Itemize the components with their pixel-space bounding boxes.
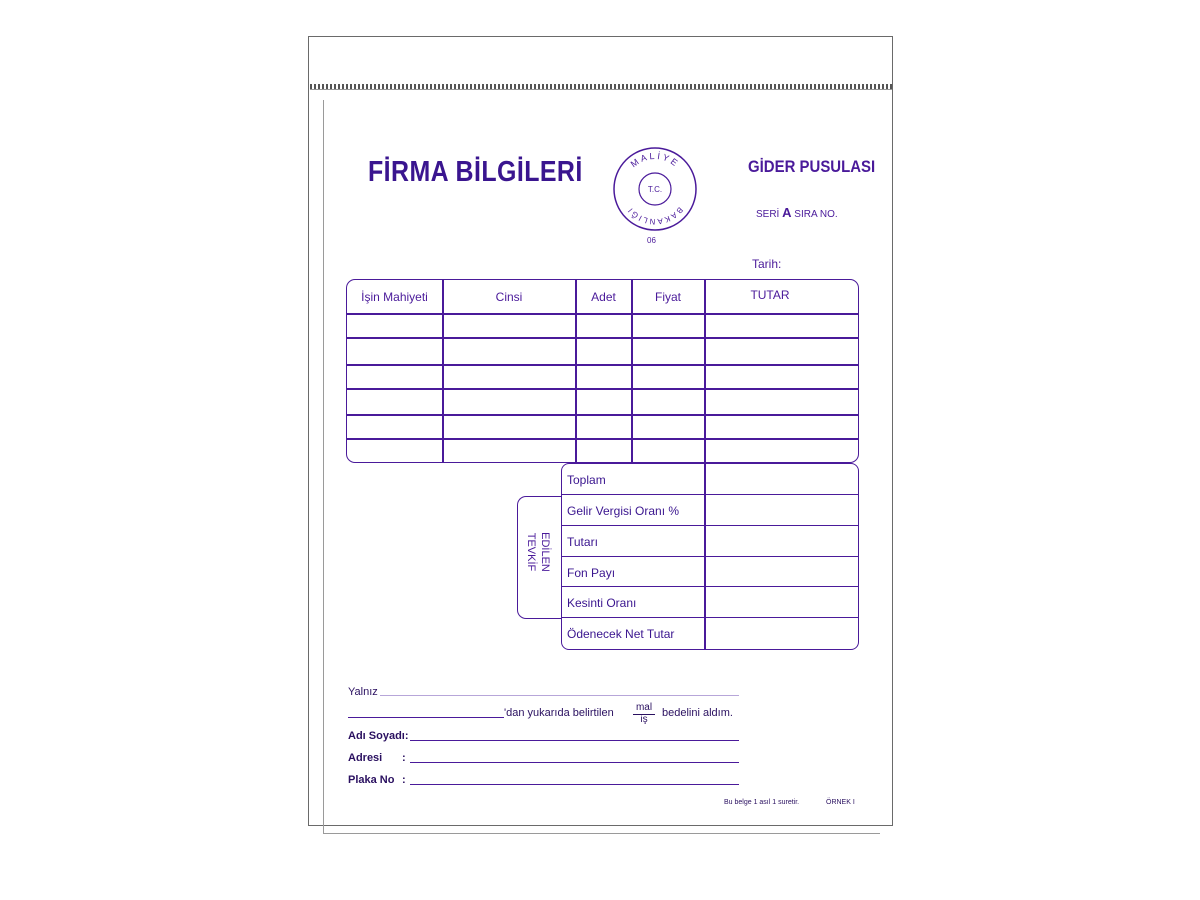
svg-text:MALİYE	[629, 151, 682, 169]
address-label: Adresi	[348, 752, 383, 764]
seal-code: 06	[647, 236, 656, 245]
column-header-cinsi: Cinsi	[495, 290, 523, 304]
yalniz-line[interactable]	[380, 695, 739, 696]
summary-row	[562, 587, 858, 618]
summary-row	[562, 557, 858, 587]
summary-label-kesinti-orani: Kesinti Oranı	[567, 596, 637, 610]
serial-line	[756, 205, 838, 220]
column-header-fiyat: Fiyat	[654, 290, 681, 304]
seri-label: SERİ	[756, 209, 780, 220]
seri-letter: A	[782, 205, 792, 220]
summary-label-gelir-vergisi: Gelir Vergisi Oranı %	[567, 504, 680, 518]
name-field-line[interactable]	[410, 740, 739, 741]
name-blank-line[interactable]	[348, 717, 504, 718]
column-header-tutar: TUTAR	[750, 288, 790, 302]
svg-text:BAKANLIĞI	[625, 205, 684, 226]
tevkif-label	[521, 516, 557, 602]
plate-field-line[interactable]	[410, 784, 739, 785]
fraction-top: mal	[635, 702, 653, 713]
company-title: FİRMA BİLGİLERİ	[368, 156, 583, 188]
summary-table	[561, 463, 859, 650]
address-colon: :	[402, 752, 406, 764]
date-label: Tarih:	[752, 257, 782, 271]
statement-end: bedelini aldım.	[662, 707, 733, 719]
summary-row	[562, 526, 858, 557]
column-header-isin-mahiyeti: İşin Mahiyeti	[361, 290, 428, 304]
statement-text: 'dan yukarıda belirtilen	[504, 707, 614, 719]
summary-label-fon-payi: Fon Payı	[567, 566, 616, 580]
tevkif-label-line2: EDİLEN	[539, 532, 551, 572]
summary-row	[562, 464, 858, 495]
document-title: GİDER PUSULASI	[748, 157, 876, 176]
perforation-line	[310, 89, 892, 90]
copy-note: Bu belge 1 asıl 1 suretir.	[724, 799, 800, 806]
fraction-bottom: iş	[640, 714, 648, 725]
sample-label: ÖRNEK I	[826, 799, 855, 806]
tevkif-label-line1: TEVKİF	[525, 532, 537, 572]
seal-center-text: T.C.	[647, 185, 663, 194]
yalniz-label: Yalnız	[348, 686, 378, 698]
address-field-line[interactable]	[410, 762, 739, 763]
summary-label-tutari: Tutarı	[567, 535, 598, 549]
seal-bottom-text: BAKANLIĞI	[625, 205, 685, 227]
plate-colon: :	[402, 774, 406, 786]
items-table	[346, 279, 859, 463]
column-header-adet: Adet	[591, 290, 616, 304]
sira-no-label: SIRA NO.	[794, 209, 838, 220]
summary-label-odenecek-net-tutar: Ödenecek Net Tutar	[567, 627, 675, 641]
summary-label-toplam: Toplam	[567, 473, 606, 487]
name-label: Adı Soyadı:	[348, 730, 409, 742]
ministry-seal-icon	[612, 146, 698, 232]
plate-label: Plaka No	[348, 774, 395, 786]
summary-row	[562, 495, 858, 526]
seal-top-text: MALİYE	[628, 150, 682, 170]
summary-row	[562, 618, 858, 648]
